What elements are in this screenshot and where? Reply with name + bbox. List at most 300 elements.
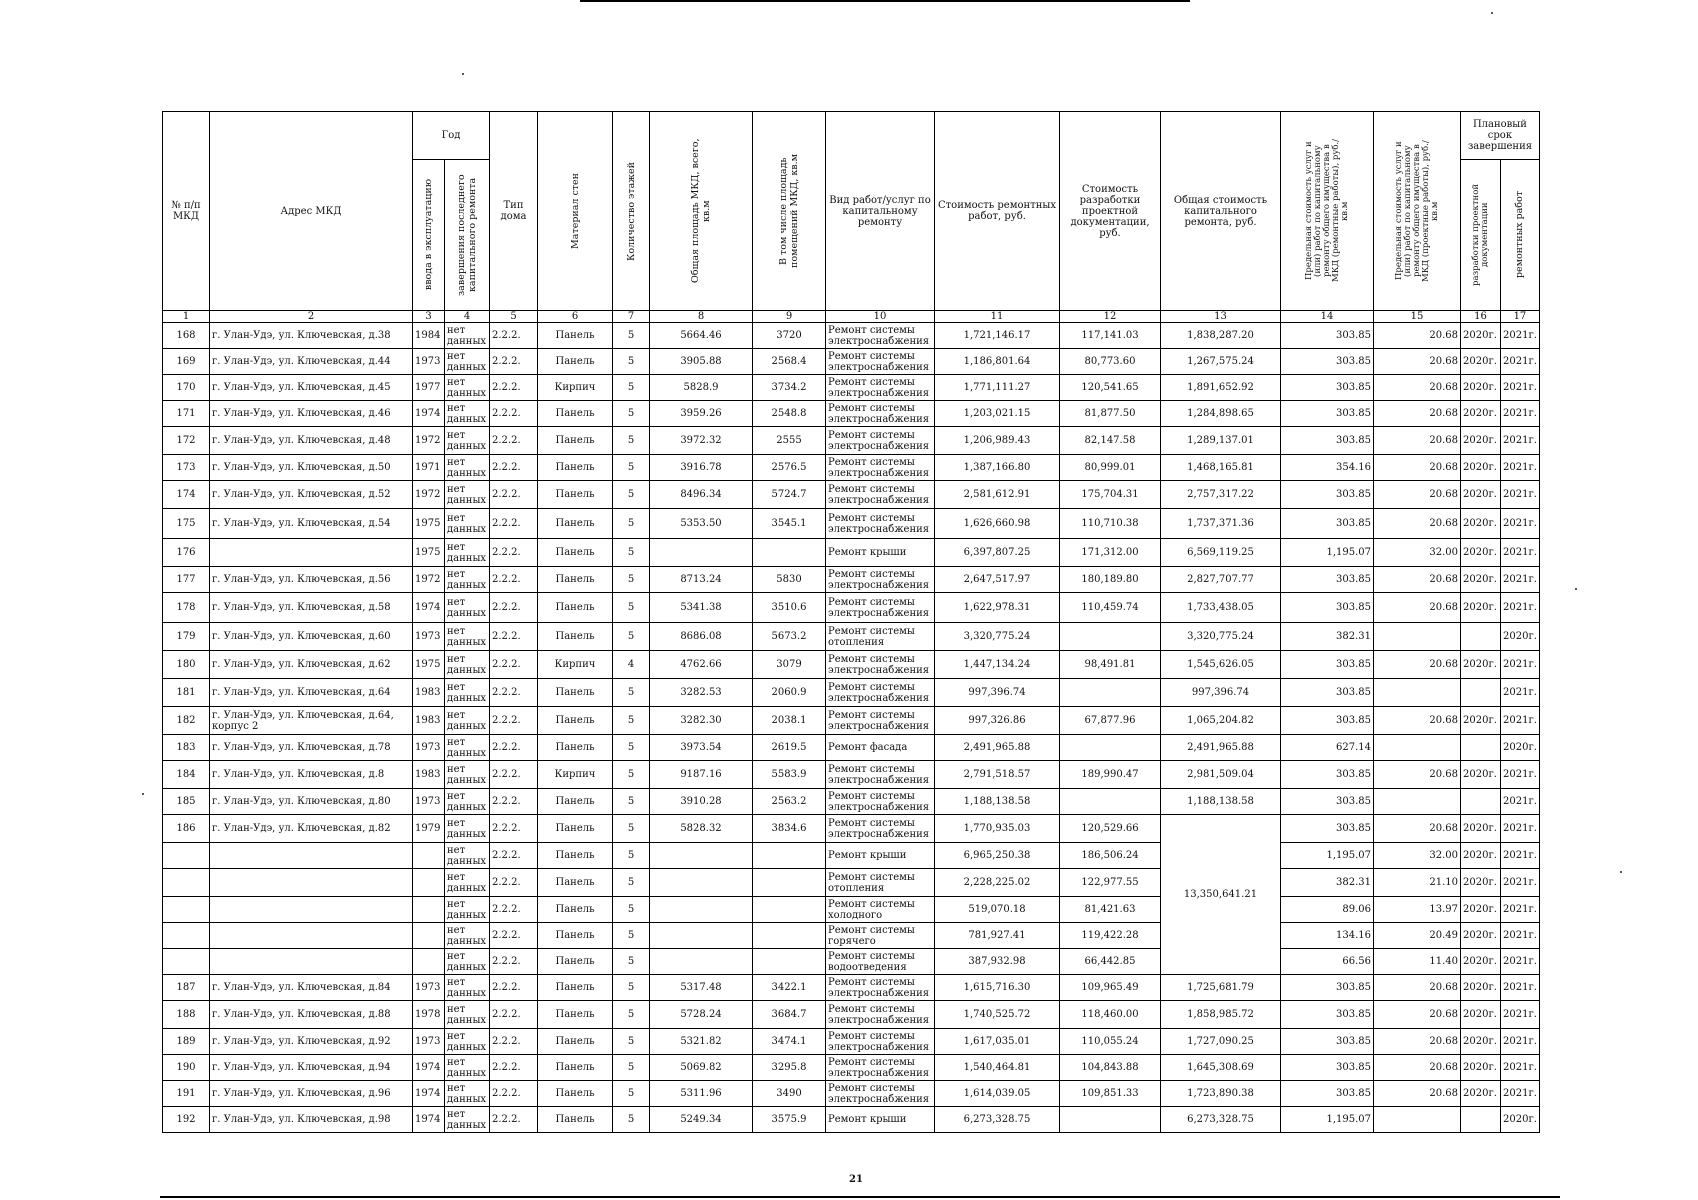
row-number-cell: 170 xyxy=(163,375,210,401)
floors-cell: 5 xyxy=(613,735,650,761)
table-row xyxy=(163,1029,1540,1055)
wall-material-cell: Панель xyxy=(538,679,613,707)
deadline-design-cell: 2020г. xyxy=(1461,1029,1501,1055)
total-area-cell: 5321.82 xyxy=(650,1029,753,1055)
deadline-design-cell: 2020г. xyxy=(1461,455,1501,481)
floors-cell: 5 xyxy=(613,1107,650,1133)
row-number-cell xyxy=(163,869,210,897)
repair-cost-cell: 1,387,166.80 xyxy=(935,455,1060,481)
total-area-cell: 3972.32 xyxy=(650,427,753,455)
deadline-design-cell: 2020г. xyxy=(1461,707,1501,735)
repair-cost-cell: 1,447,134.24 xyxy=(935,651,1060,679)
house-type-cell: 2.2.2. xyxy=(490,401,538,427)
limit-repair-cell: 89.06 xyxy=(1281,897,1374,923)
table-row xyxy=(163,651,1540,679)
address-cell: г. Улан-Удэ, ул. Ключевская, д.60 xyxy=(210,623,413,651)
year-commission-cell: 1974 xyxy=(413,1055,445,1081)
deadline-repair-cell: 2020г. xyxy=(1501,735,1540,761)
design-cost-cell: 110,459.74 xyxy=(1060,593,1161,623)
year-last-repair-cell: нет данных xyxy=(445,949,490,975)
year-commission-cell xyxy=(413,869,445,897)
floors-cell: 5 xyxy=(613,427,650,455)
deadline-repair-cell: 2021г. xyxy=(1501,679,1540,707)
repair-cost-cell: 1,622,978.31 xyxy=(935,593,1060,623)
floors-cell: 5 xyxy=(613,623,650,651)
address-cell: г. Улан-Удэ, ул. Ключевская, д.38 xyxy=(210,323,413,349)
design-cost-cell: 120,541.65 xyxy=(1060,375,1161,401)
year-last-repair-cell: нет данных xyxy=(445,1029,490,1055)
limit-design-cell xyxy=(1374,623,1461,651)
col-header-total-cost: Общая стоимость капитального ремонта, руб. xyxy=(1161,112,1281,311)
year-last-repair-cell: нет данных xyxy=(445,789,490,815)
deadline-design-cell: 2020г. xyxy=(1461,401,1501,427)
repair-cost-cell: 1,626,660.98 xyxy=(935,509,1060,539)
house-type-cell: 2.2.2. xyxy=(490,567,538,593)
deadline-design-cell: 2020г. xyxy=(1461,949,1501,975)
year-last-repair-cell: нет данных xyxy=(445,1081,490,1107)
work-type-cell: Ремонт системы электроснабжения xyxy=(826,593,935,623)
floors-cell: 5 xyxy=(613,679,650,707)
work-type-cell: Ремонт системы отопления xyxy=(826,623,935,651)
year-commission-cell xyxy=(413,897,445,923)
floors-cell: 5 xyxy=(613,949,650,975)
address-cell: г. Улан-Удэ, ул. Ключевская, д.98 xyxy=(210,1107,413,1133)
total-cost-cell: 1,284,898.65 xyxy=(1161,401,1281,427)
limit-repair-cell: 134.16 xyxy=(1281,923,1374,949)
total-area-cell: 8496.34 xyxy=(650,481,753,509)
work-type-cell: Ремонт системы электроснабжения xyxy=(826,375,935,401)
scan-speck xyxy=(1575,588,1577,590)
design-cost-cell: 118,460.00 xyxy=(1060,1001,1161,1029)
year-commission-cell: 1983 xyxy=(413,707,445,735)
house-type-cell: 2.2.2. xyxy=(490,949,538,975)
address-cell: г. Улан-Удэ, ул. Ключевская, д.94 xyxy=(210,1055,413,1081)
deadline-design-cell: 2020г. xyxy=(1461,509,1501,539)
year-commission-cell: 1984 xyxy=(413,323,445,349)
row-number-cell: 171 xyxy=(163,401,210,427)
limit-repair-cell: 1,195.07 xyxy=(1281,843,1374,869)
deadline-repair-cell: 2021г. xyxy=(1501,869,1540,897)
deadline-repair-cell: 2021г. xyxy=(1501,455,1540,481)
total-area-cell: 5828.9 xyxy=(650,375,753,401)
deadline-repair-cell: 2021г. xyxy=(1501,593,1540,623)
limit-design-cell: 20.68 xyxy=(1374,509,1461,539)
year-commission-cell: 1973 xyxy=(413,1029,445,1055)
table-row xyxy=(163,427,1540,455)
limit-repair-cell: 303.85 xyxy=(1281,401,1374,427)
deadline-design-cell: 2020г. xyxy=(1461,481,1501,509)
year-commission-cell: 1974 xyxy=(413,593,445,623)
deadline-design-cell: 2020г. xyxy=(1461,869,1501,897)
deadline-design-cell: 2020г. xyxy=(1461,651,1501,679)
row-number-cell: 173 xyxy=(163,455,210,481)
row-number-cell: 174 xyxy=(163,481,210,509)
work-type-cell: Ремонт крыши xyxy=(826,1107,935,1133)
premises-area-cell: 3079 xyxy=(753,651,826,679)
row-number-cell: 186 xyxy=(163,815,210,843)
floors-cell: 5 xyxy=(613,789,650,815)
premises-area-cell: 3684.7 xyxy=(753,1001,826,1029)
year-last-repair-cell: нет данных xyxy=(445,593,490,623)
floors-cell: 5 xyxy=(613,707,650,735)
deadline-repair-cell: 2021г. xyxy=(1501,427,1540,455)
col-header-deadline-repair-text: ремонтных работ xyxy=(1514,191,1526,279)
premises-area-cell: 5724.7 xyxy=(753,481,826,509)
house-type-cell: 2.2.2. xyxy=(490,539,538,567)
deadline-repair-cell: 2021г. xyxy=(1501,539,1540,567)
year-commission-cell: 1972 xyxy=(413,481,445,509)
work-type-cell: Ремонт системы электроснабжения xyxy=(826,815,935,843)
address-cell: г. Улан-Удэ, ул. Ключевская, д.84 xyxy=(210,975,413,1001)
limit-design-cell: 20.68 xyxy=(1374,401,1461,427)
deadline-repair-cell: 2020г. xyxy=(1501,623,1540,651)
table-row xyxy=(163,539,1540,567)
year-last-repair-cell: нет данных xyxy=(445,651,490,679)
year-last-repair-cell: нет данных xyxy=(445,815,490,843)
wall-material-cell: Панель xyxy=(538,897,613,923)
premises-area-cell: 2563.2 xyxy=(753,789,826,815)
work-type-cell: Ремонт системы электроснабжения xyxy=(826,1001,935,1029)
house-type-cell: 2.2.2. xyxy=(490,1107,538,1133)
design-cost-cell xyxy=(1060,789,1161,815)
floors-cell: 5 xyxy=(613,1029,650,1055)
total-cost-cell: 1,267,575.24 xyxy=(1161,349,1281,375)
year-last-repair-cell: нет данных xyxy=(445,481,490,509)
total-cost-cell: 1,065,204.82 xyxy=(1161,707,1281,735)
address-cell: г. Улан-Удэ, ул. Ключевская, д.78 xyxy=(210,735,413,761)
address-cell xyxy=(210,843,413,869)
row-number-cell: 181 xyxy=(163,679,210,707)
limit-design-cell: 11.40 xyxy=(1374,949,1461,975)
deadline-repair-cell: 2021г. xyxy=(1501,761,1540,789)
repair-cost-cell: 2,647,517.97 xyxy=(935,567,1060,593)
work-type-cell: Ремонт системы электроснабжения xyxy=(826,789,935,815)
wall-material-cell: Панель xyxy=(538,455,613,481)
year-commission-cell: 1974 xyxy=(413,1107,445,1133)
wall-material-cell: Панель xyxy=(538,593,613,623)
limit-design-cell: 32.00 xyxy=(1374,843,1461,869)
limit-repair-cell: 303.85 xyxy=(1281,1029,1374,1055)
col-header-limit-repair-text: Предельная стоимость услуг и (или) работ по капитальному ремонту общего имущества в МКД (ремонтные работы), руб./кв.м xyxy=(1303,139,1350,283)
deadline-repair-cell: 2021г. xyxy=(1501,843,1540,869)
address-cell: г. Улан-Удэ, ул. Ключевская, д.92 xyxy=(210,1029,413,1055)
limit-design-cell: 20.68 xyxy=(1374,375,1461,401)
design-cost-cell xyxy=(1060,1107,1161,1133)
table-row xyxy=(163,735,1540,761)
wall-material-cell: Панель xyxy=(538,789,613,815)
row-number-cell: 178 xyxy=(163,593,210,623)
wall-material-cell: Панель xyxy=(538,843,613,869)
house-type-cell: 2.2.2. xyxy=(490,897,538,923)
repair-cost-cell: 2,491,965.88 xyxy=(935,735,1060,761)
deadline-repair-cell: 2021г. xyxy=(1501,789,1540,815)
limit-repair-cell: 303.85 xyxy=(1281,509,1374,539)
house-type-cell: 2.2.2. xyxy=(490,1029,538,1055)
year-commission-cell xyxy=(413,843,445,869)
design-cost-cell: 110,055.24 xyxy=(1060,1029,1161,1055)
repair-cost-cell: 519,070.18 xyxy=(935,897,1060,923)
house-type-cell: 2.2.2. xyxy=(490,427,538,455)
col-header-limit-design xyxy=(1374,112,1461,311)
address-cell: г. Улан-Удэ, ул. Ключевская, д.58 xyxy=(210,593,413,623)
total-area-cell: 3959.26 xyxy=(650,401,753,427)
limit-design-cell: 20.68 xyxy=(1374,349,1461,375)
column-number-row xyxy=(163,311,1540,323)
col-header-total-area-text: Общая площадь МКД, всего, кв.м xyxy=(690,138,712,284)
deadline-design-cell: 2020г. xyxy=(1461,567,1501,593)
limit-design-cell xyxy=(1374,789,1461,815)
limit-repair-cell: 303.85 xyxy=(1281,481,1374,509)
wall-material-cell: Панель xyxy=(538,923,613,949)
address-cell: г. Улан-Удэ, ул. Ключевская, д.54 xyxy=(210,509,413,539)
col-header-year-last-repair xyxy=(445,160,490,311)
table-row xyxy=(163,1055,1540,1081)
column-number-cell: 7 xyxy=(613,311,650,323)
deadline-design-cell: 2020г. xyxy=(1461,349,1501,375)
limit-repair-cell: 382.31 xyxy=(1281,623,1374,651)
work-type-cell: Ремонт крыши xyxy=(826,539,935,567)
house-type-cell: 2.2.2. xyxy=(490,843,538,869)
design-cost-cell: 120,529.66 xyxy=(1060,815,1161,843)
row-number-cell: 172 xyxy=(163,427,210,455)
total-cost-cell: 997,396.74 xyxy=(1161,679,1281,707)
floors-cell: 4 xyxy=(613,651,650,679)
repair-cost-cell: 1,186,801.64 xyxy=(935,349,1060,375)
wall-material-cell: Кирпич xyxy=(538,651,613,679)
total-cost-cell: 1,545,626.05 xyxy=(1161,651,1281,679)
design-cost-cell: 109,851.33 xyxy=(1060,1081,1161,1107)
design-cost-cell: 104,843.88 xyxy=(1060,1055,1161,1081)
table-row xyxy=(163,869,1540,897)
house-type-cell: 2.2.2. xyxy=(490,869,538,897)
repair-cost-cell: 2,228,225.02 xyxy=(935,869,1060,897)
work-type-cell: Ремонт системы электроснабжения xyxy=(826,567,935,593)
wall-material-cell: Кирпич xyxy=(538,375,613,401)
total-cost-cell: 1,858,985.72 xyxy=(1161,1001,1281,1029)
wall-material-cell: Панель xyxy=(538,1001,613,1029)
deadline-design-cell xyxy=(1461,789,1501,815)
year-last-repair-cell: нет данных xyxy=(445,1001,490,1029)
col-header-deadline-group: Плановый срок завершения xyxy=(1461,112,1540,160)
premises-area-cell xyxy=(753,897,826,923)
work-type-cell: Ремонт системы холодного xyxy=(826,897,935,923)
limit-design-cell: 20.68 xyxy=(1374,1029,1461,1055)
page-number: 21 xyxy=(849,1174,863,1185)
deadline-repair-cell: 2021г. xyxy=(1501,923,1540,949)
deadline-design-cell: 2020г. xyxy=(1461,843,1501,869)
year-last-repair-cell: нет данных xyxy=(445,761,490,789)
floors-cell: 5 xyxy=(613,815,650,843)
year-commission-cell: 1974 xyxy=(413,1081,445,1107)
floors-cell: 5 xyxy=(613,1081,650,1107)
row-number-cell: 189 xyxy=(163,1029,210,1055)
table-row xyxy=(163,401,1540,427)
deadline-design-cell: 2020г. xyxy=(1461,593,1501,623)
house-type-cell: 2.2.2. xyxy=(490,1055,538,1081)
limit-design-cell: 20.68 xyxy=(1374,567,1461,593)
house-type-cell: 2.2.2. xyxy=(490,975,538,1001)
total-area-cell: 5341.38 xyxy=(650,593,753,623)
repair-cost-cell: 1,188,138.58 xyxy=(935,789,1060,815)
work-type-cell: Ремонт системы электроснабжения xyxy=(826,401,935,427)
row-number-cell: 188 xyxy=(163,1001,210,1029)
premises-area-cell xyxy=(753,923,826,949)
table-row xyxy=(163,949,1540,975)
work-type-cell: Ремонт системы электроснабжения xyxy=(826,1055,935,1081)
premises-area-cell xyxy=(753,949,826,975)
wall-material-cell: Панель xyxy=(538,349,613,375)
work-type-cell: Ремонт системы отопления xyxy=(826,869,935,897)
year-last-repair-cell: нет данных xyxy=(445,623,490,651)
house-type-cell: 2.2.2. xyxy=(490,789,538,815)
wall-material-cell: Панель xyxy=(538,427,613,455)
year-last-repair-cell: нет данных xyxy=(445,427,490,455)
house-type-cell: 2.2.2. xyxy=(490,349,538,375)
year-commission-cell: 1972 xyxy=(413,567,445,593)
address-cell: г. Улан-Удэ, ул. Ключевская, д.62 xyxy=(210,651,413,679)
floors-cell: 5 xyxy=(613,869,650,897)
wall-material-cell: Панель xyxy=(538,815,613,843)
year-last-repair-cell: нет данных xyxy=(445,375,490,401)
design-cost-cell: 180,189.80 xyxy=(1060,567,1161,593)
deadline-repair-cell: 2021г. xyxy=(1501,509,1540,539)
total-area-cell: 5664.46 xyxy=(650,323,753,349)
deadline-design-cell: 2020г. xyxy=(1461,1081,1501,1107)
table-row xyxy=(163,897,1540,923)
col-header-floors-text: Количество этажей xyxy=(625,161,637,261)
col-header-address: Адрес МКД xyxy=(210,112,413,311)
limit-design-cell: 13.97 xyxy=(1374,897,1461,923)
repair-cost-cell: 1,206,989.43 xyxy=(935,427,1060,455)
work-type-cell: Ремонт системы водоотведения xyxy=(826,949,935,975)
house-type-cell: 2.2.2. xyxy=(490,623,538,651)
total-area-cell: 3905.88 xyxy=(650,349,753,375)
deadline-repair-cell: 2021г. xyxy=(1501,1001,1540,1029)
col-header-total-area xyxy=(650,112,753,311)
address-cell: г. Улан-Удэ, ул. Ключевская, д.52 xyxy=(210,481,413,509)
deadline-repair-cell: 2021г. xyxy=(1501,401,1540,427)
premises-area-cell: 5673.2 xyxy=(753,623,826,651)
year-last-repair-cell: нет данных xyxy=(445,843,490,869)
design-cost-cell: 175,704.31 xyxy=(1060,481,1161,509)
wall-material-cell: Панель xyxy=(538,1055,613,1081)
design-cost-cell: 117,141.03 xyxy=(1060,323,1161,349)
design-cost-cell: 67,877.96 xyxy=(1060,707,1161,735)
house-type-cell: 2.2.2. xyxy=(490,815,538,843)
wall-material-cell: Панель xyxy=(538,509,613,539)
total-cost-merged-cell: 13,350,641.21 xyxy=(1161,815,1281,975)
total-area-cell: 5353.50 xyxy=(650,509,753,539)
column-number-cell: 1 xyxy=(163,311,210,323)
limit-design-cell: 20.49 xyxy=(1374,923,1461,949)
design-cost-cell: 171,312.00 xyxy=(1060,539,1161,567)
deadline-repair-cell: 2021г. xyxy=(1501,375,1540,401)
limit-repair-cell: 1,195.07 xyxy=(1281,1107,1374,1133)
scan-speck xyxy=(142,793,144,795)
deadline-repair-cell: 2021г. xyxy=(1501,707,1540,735)
column-number-cell: 9 xyxy=(753,311,826,323)
limit-design-cell: 20.68 xyxy=(1374,323,1461,349)
limit-repair-cell: 66.56 xyxy=(1281,949,1374,975)
design-cost-cell: 122,977.55 xyxy=(1060,869,1161,897)
deadline-repair-cell: 2021г. xyxy=(1501,349,1540,375)
work-type-cell: Ремонт системы электроснабжения xyxy=(826,349,935,375)
col-header-premises-area xyxy=(753,112,826,311)
col-header-repair-cost: Стоимость ремонтных работ, руб. xyxy=(935,112,1060,311)
deadline-repair-cell: 2021г. xyxy=(1501,1055,1540,1081)
deadline-design-cell: 2020г. xyxy=(1461,897,1501,923)
limit-design-cell: 20.68 xyxy=(1374,651,1461,679)
floors-cell: 5 xyxy=(613,509,650,539)
row-number-cell: 179 xyxy=(163,623,210,651)
limit-repair-cell: 303.85 xyxy=(1281,975,1374,1001)
year-commission-cell: 1973 xyxy=(413,623,445,651)
column-number-cell: 2 xyxy=(210,311,413,323)
design-cost-cell xyxy=(1060,735,1161,761)
wall-material-cell: Панель xyxy=(538,707,613,735)
work-type-cell: Ремонт системы электроснабжения xyxy=(826,651,935,679)
row-number-cell: 169 xyxy=(163,349,210,375)
row-number-cell: 184 xyxy=(163,761,210,789)
deadline-repair-cell: 2021г. xyxy=(1501,949,1540,975)
col-header-year-group: Год xyxy=(413,112,490,160)
table-row xyxy=(163,593,1540,623)
total-cost-cell: 1,737,371.36 xyxy=(1161,509,1281,539)
total-area-cell: 5069.82 xyxy=(650,1055,753,1081)
row-number-cell xyxy=(163,843,210,869)
year-commission-cell: 1975 xyxy=(413,651,445,679)
house-type-cell: 2.2.2. xyxy=(490,323,538,349)
design-cost-cell: 98,491.81 xyxy=(1060,651,1161,679)
floors-cell: 5 xyxy=(613,761,650,789)
premises-area-cell: 5583.9 xyxy=(753,761,826,789)
total-cost-cell: 1,725,681.79 xyxy=(1161,975,1281,1001)
work-type-cell: Ремонт системы электроснабжения xyxy=(826,1029,935,1055)
limit-repair-cell: 303.85 xyxy=(1281,323,1374,349)
total-area-cell: 3916.78 xyxy=(650,455,753,481)
table-body xyxy=(163,323,1540,1133)
address-cell: г. Улан-Удэ, ул. Ключевская, д.64, корпус 2 xyxy=(210,707,413,735)
deadline-design-cell: 2020г. xyxy=(1461,761,1501,789)
scan-speck xyxy=(1491,12,1493,14)
repair-cost-cell: 1,614,039.05 xyxy=(935,1081,1060,1107)
address-cell: г. Улан-Удэ, ул. Ключевская, д.88 xyxy=(210,1001,413,1029)
table-row xyxy=(163,789,1540,815)
col-header-wall-material-text: Материал стен xyxy=(569,173,581,249)
column-number-cell: 12 xyxy=(1060,311,1161,323)
limit-design-cell: 20.68 xyxy=(1374,1081,1461,1107)
address-cell: г. Улан-Удэ, ул. Ключевская, д.50 xyxy=(210,455,413,481)
column-number-cell: 13 xyxy=(1161,311,1281,323)
premises-area-cell: 3545.1 xyxy=(753,509,826,539)
premises-area-cell: 3734.2 xyxy=(753,375,826,401)
wall-material-cell: Кирпич xyxy=(538,761,613,789)
deadline-repair-cell: 2021г. xyxy=(1501,481,1540,509)
deadline-design-cell: 2020г. xyxy=(1461,1055,1501,1081)
limit-repair-cell: 303.85 xyxy=(1281,815,1374,843)
floors-cell: 5 xyxy=(613,481,650,509)
wall-material-cell: Панель xyxy=(538,735,613,761)
repair-cost-cell: 997,396.74 xyxy=(935,679,1060,707)
col-header-wall-material xyxy=(538,112,613,311)
table-row xyxy=(163,509,1540,539)
limit-repair-cell: 303.85 xyxy=(1281,761,1374,789)
house-type-cell: 2.2.2. xyxy=(490,375,538,401)
total-cost-cell: 1,645,308.69 xyxy=(1161,1055,1281,1081)
year-last-repair-cell: нет данных xyxy=(445,567,490,593)
col-header-year-commission xyxy=(413,160,445,311)
deadline-repair-cell: 2021г. xyxy=(1501,1029,1540,1055)
